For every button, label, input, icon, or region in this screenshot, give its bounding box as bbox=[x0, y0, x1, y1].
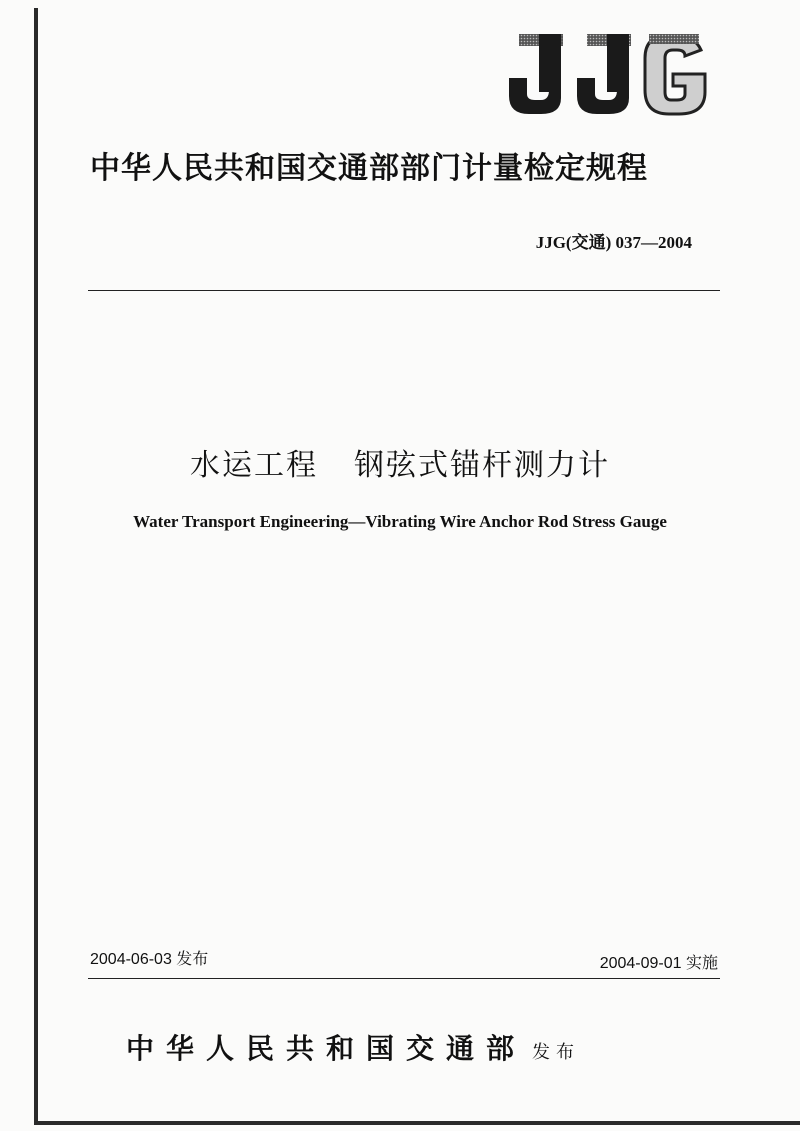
title-zh-part1: 水运工程 bbox=[190, 448, 318, 483]
jjg-logo-icon bbox=[505, 28, 720, 118]
implementation-date: 2004-09-01 实施 bbox=[599, 955, 718, 972]
bottom-divider bbox=[88, 978, 720, 979]
title-zh-part2: 钢弦式锚杆测力计 bbox=[354, 448, 610, 483]
top-divider bbox=[88, 290, 720, 291]
bottom-edge bbox=[34, 1121, 800, 1125]
standard-number: JJG(交通) 037—2004 bbox=[535, 233, 692, 252]
binding-edge bbox=[34, 8, 38, 1123]
publisher-name: 中华人民共和国交通部 bbox=[126, 1032, 527, 1065]
issue-date: 2004-06-03 发布 bbox=[90, 951, 209, 968]
regulation-category-title: 中华人民共和国交通部部门计量检定规程 bbox=[90, 151, 648, 186]
publisher-line bbox=[126, 1027, 580, 1067]
document-title-en: Water Transport Engineering—Vibrating Wire Anchor Rod Stress Gauge bbox=[133, 512, 667, 531]
document-title-zh bbox=[0, 440, 800, 484]
publish-verb: 发布 bbox=[532, 1042, 581, 1063]
